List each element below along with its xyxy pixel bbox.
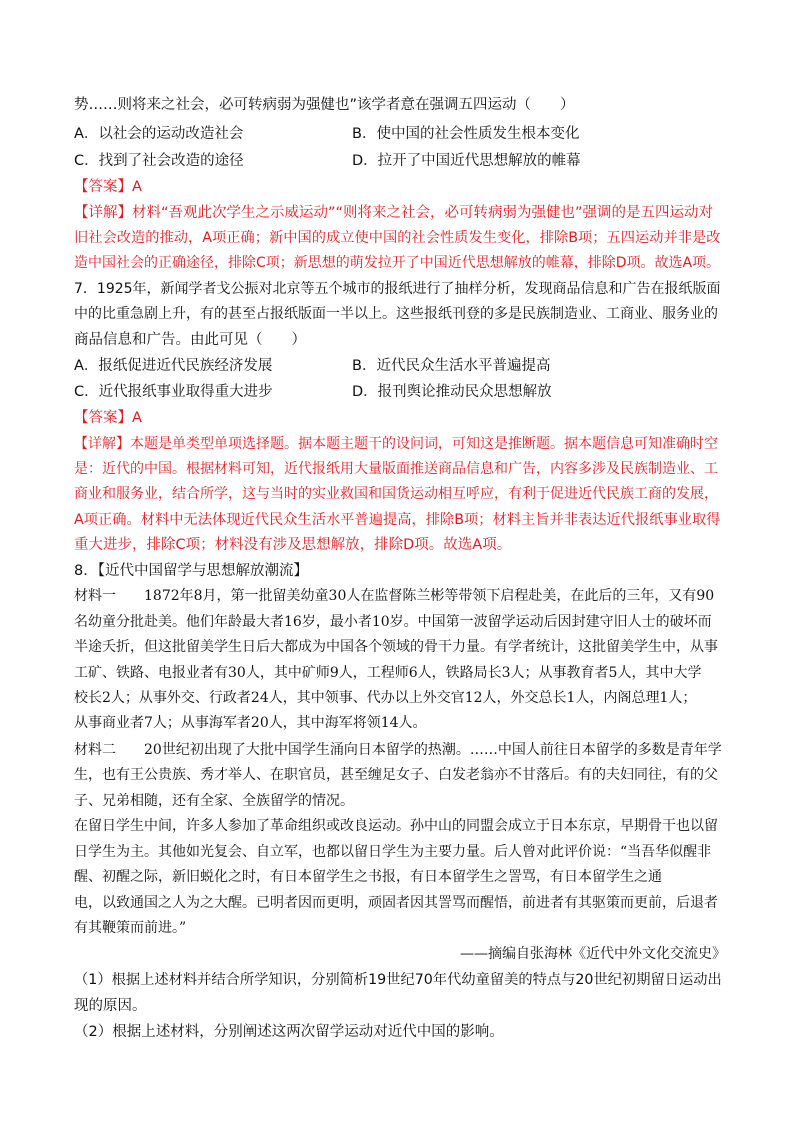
q7-detail-line: 【详解】本题是单类型单项选择题。据本题主题干的设问词，可知这是推断题。据本题信息可知准确时空 xyxy=(74,436,718,452)
q8-material2-line: 生，也有王公贵族、秀才举人、在职官员，甚至缠足女子、白发老翁亦不甘落后。有的夫妇同往，有的父 xyxy=(74,767,718,783)
q6-answer: 【答案】A xyxy=(74,179,142,195)
q8-material2-line: 有其鞭策而前进。” xyxy=(74,920,187,936)
q7-detail-line: 是：近代的中国。根据材料可知，近代报纸用大量版面推送商品信息和广告，内容多涉及民族制造业、工 xyxy=(74,461,718,477)
q7-option-d: D．报刊舆论推动民众思想解放 xyxy=(352,384,552,400)
q8-material2-line: 材料二 20世纪初出现了大批中国学生涌向日本留学的热潮。……中国人前往日本留学的多数是青年学 xyxy=(74,742,722,758)
q6-stem: 势……则将来之社会，必可转病弱为强健也”该学者意在强调五四运动（ ） xyxy=(74,97,575,113)
q7-detail-line: 重大进步，排除C项；材料没有涉及思想解放，排除D项。故选A项。 xyxy=(74,537,512,553)
q6-option-d: D．拉开了中国近代思想解放的帷幕 xyxy=(352,153,581,169)
q7-answer: 【答案】A xyxy=(74,410,142,426)
q7-option-b: B．近代民众生活水平普遍提高 xyxy=(352,358,551,374)
q8-material2-line: 子、兄弟相随，还有全家、全族留学的情况。 xyxy=(74,793,354,809)
q6-option-a: A．以社会的运动改造社会 xyxy=(74,126,244,142)
q6-detail-line: 旧社会改造的推动，A项正确；新中国的成立使中国的社会性质发生变化，排除B项；五四运动并非是改 xyxy=(74,230,721,246)
q8-material1-line: 工矿、铁路、电报业者有30人，其中矿师9人，工程师6人，铁路局长3人；从事教育者5人，其中大学 xyxy=(74,665,702,681)
q8-title: 8．【近代中国留学与思想解放潮流】 xyxy=(74,563,308,579)
q8-subquestion-1-line: （1）根据上述材料并结合所学知识，分别简析19世纪70年代幼童留美的特点与20世纪初期留日运动出 xyxy=(74,972,722,988)
q6-option-c: C．找到了社会改造的途径 xyxy=(74,153,244,169)
q8-material2-line: 日学生为主。其他如光复会、自立军，也都以留日学生为主要力量。后人曾对此评价说：“当吾华似醒非 xyxy=(74,844,712,860)
q8-material1-line: 半途夭折，但这批留美学生日后大都成为中国各个领域的骨干力量。有学者统计，这批留美学生中，从事 xyxy=(74,639,718,655)
q7-stem-line: 商品信息和广告。由此可见（ ） xyxy=(74,332,306,348)
q8-material2-line: 醒、初醒之际，新旧蜕化之时，有日本留学生之书报，有日本留学生之詈骂，有日本留学生之通 xyxy=(74,869,662,885)
q7-detail-line: A项正确。材料中无法体现近代民众生活水平普遍提高，排除B项；材料主旨并非表达近代报纸事业取得 xyxy=(74,512,721,528)
q8-subquestion-2: （2）根据上述材料，分别阐述这两次留学运动对近代中国的影响。 xyxy=(74,1024,504,1040)
q8-material1-line: 材料一 1872年8月，第一批留美幼童30人在监督陈兰彬等带领下启程赴美，在此后的三年，又有90 xyxy=(74,588,715,604)
q8-material1-line: 名幼童分批赴美。他们年龄最大者16岁，最小者10岁。中国第一波留学运动后因封建守旧人士的破坏而 xyxy=(74,614,712,630)
q7-stem-line: 中的比重急剧上升，有的甚至占报纸版面一半以上。这些报纸刊登的多是民族制造业、工商业、服务业的 xyxy=(74,306,718,322)
q7-option-c: C．近代报纸事业取得重大进步 xyxy=(74,384,273,400)
q7-option-a: A．报纸促进近代民族经济发展 xyxy=(74,358,273,374)
q8-subquestion-1-line: 现的原因。 xyxy=(74,998,147,1014)
q8-material1-line: 校长2人；从事外交、行政者24人，其中领事、代办以上外交官12人，外交总长1人，内阁总理1人； xyxy=(74,690,697,706)
q8-source-citation: ——摘编自张海林《近代中外文化交流史》 xyxy=(460,946,726,962)
q8-material2-line: 电，以致通国之人为之大醒。已明者因而更明，顽固者因其詈骂而醒悟，前进者有其驱策而更前，后退者 xyxy=(74,895,718,911)
q8-material2-line: 在留日学生中间，许多人参加了革命组织或改良运动。孙中山的同盟会成立于日本东京，早期骨干也以留 xyxy=(74,818,718,834)
q8-material1-line: 从事商业者7人；从事海军者20人，其中海军将领14人。 xyxy=(74,715,427,731)
q6-option-b: B．使中国的社会性质发生根本变化 xyxy=(352,126,580,142)
q7-detail-line: 商业和服务业，结合所学，这与当时的实业救国和国货运动相互呼应，有利于促进近代民族工商的发展， xyxy=(74,486,718,502)
q6-detail-line: 造中国社会的正确途径，排除C项；新思想的萌发拉开了中国近代思想解放的帷幕，排除D项。故选A项。 xyxy=(74,255,721,271)
q6-detail-line: 【详解】材料“吾观此次学生之示威运动”“则将来之社会，必可转病弱为强健也”强调的是五四运动对 xyxy=(74,205,714,221)
q7-stem-line: 7．1925年，新闻学者戈公振对北京等五个城市的报纸进行了抽样分析，发现商品信息和广告在报纸版面 xyxy=(74,281,721,297)
